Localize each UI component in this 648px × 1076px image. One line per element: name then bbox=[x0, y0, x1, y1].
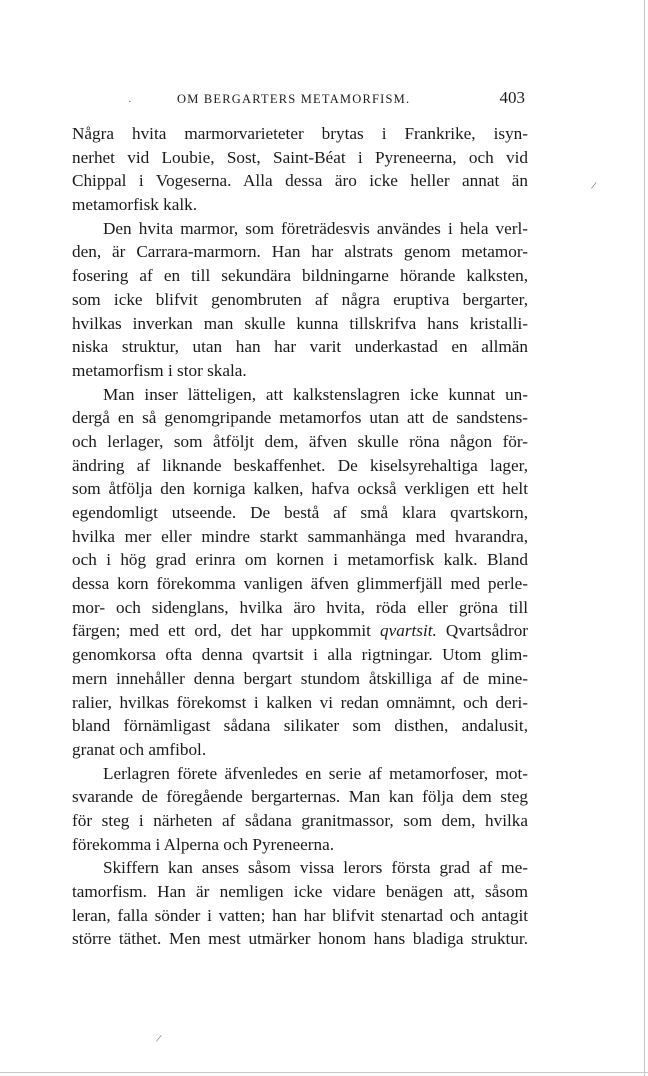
text-line: egendomligt utseende. De bestå af små klara qvartskorn, bbox=[72, 503, 528, 522]
text-line: hvilka mer eller mindre starkt sammanhänga med hvarandra, bbox=[72, 526, 528, 546]
text-line: Skiffern kan anses såsom vissa lerors första grad af me- bbox=[103, 858, 528, 878]
italic-term: qvartsit. bbox=[380, 621, 437, 641]
text-line: dessa korn förekomma vanligen äfven glimmerfjäll med perle- bbox=[72, 574, 528, 594]
text-line: nerhet vid Loubie, Sost, Saint-Béat i Pyreneerna, och vid bbox=[72, 147, 528, 167]
scan-edge-bottom bbox=[0, 1072, 648, 1073]
text-line: svarande de föregående bergarternas. Man kan följa dem steg bbox=[72, 787, 528, 807]
text-line: och lerlager, som åtföljt dem, äfven skulle röna någon för- bbox=[72, 431, 528, 451]
text-line: metamorfism i stor skala. bbox=[72, 360, 247, 380]
text-line: som åtfölja den korniga kalken, hafva också verkligen ett helt bbox=[72, 479, 528, 499]
text-line: förekomma i Alperna och Pyreneerna. bbox=[72, 834, 335, 854]
text-line: metamorfisk kalk. bbox=[72, 195, 198, 215]
text-line: Man inser lätteligen, att kalkstenslagren icke kunnat un- bbox=[103, 384, 528, 404]
text-line: dergå en så genomgripande metamorfos utan att de sandstens- bbox=[72, 408, 528, 428]
text-line: för steg i närheten af sådana granitmassor, som dem, hvilka bbox=[72, 810, 528, 830]
text-line: bland förnämligast sådana silikater som disthen, andalusit, bbox=[72, 716, 528, 736]
scan-speck: / bbox=[155, 1032, 163, 1046]
text-line: ralier, hvilkas förekomst i kalken vi redan omnämnt, och deri- bbox=[72, 692, 528, 712]
text-line: mor- och sidenglans, hvilka äro hvita, röda eller gröna till bbox=[72, 597, 528, 617]
page-number: 403 bbox=[499, 88, 525, 107]
text-line: genomkorsa ofta denna qvartsit i alla rigtningar. Utom glim- bbox=[72, 645, 528, 665]
text-segment: färgen; med ett ord, det har uppkommit bbox=[72, 621, 371, 641]
text-line: niska struktur, utan han har varit underkastad en allmän bbox=[72, 337, 528, 357]
text-line: Chippal i Vogeserna. Alla dessa äro icke heller annat än bbox=[72, 171, 528, 191]
text-line: och i hög grad erinra om kornen i metamorfisk kalk. Bland bbox=[72, 550, 528, 570]
text-line: Några hvita marmorvarieteter brytas i Frankrike, isyn- bbox=[72, 124, 528, 143]
running-title: OM BERGARTERS METAMORFISM. bbox=[177, 92, 411, 106]
text-line: hvilkas inverkan man skulle kunna tillskrifva hans kristalli- bbox=[72, 313, 528, 333]
scan-speck: · bbox=[128, 96, 132, 108]
text-line: mern innehåller denna bergart stundom åtskilliga af de mine- bbox=[72, 668, 528, 688]
text-line: tamorfism. Han är nemligen icke vidare benägen att, såsom bbox=[72, 882, 528, 901]
text-line: som icke blifvit genombruten af några eruptiva bergarter, bbox=[72, 289, 528, 309]
text-line: leran, falla sönder i vatten; han har blifvit stenartad och antagit bbox=[72, 905, 528, 925]
text-line: granat och amfibol. bbox=[72, 739, 207, 759]
body-text bbox=[72, 122, 528, 951]
text-line: fosering af en till sekundära bildningarne hörande kalksten, bbox=[72, 266, 528, 286]
text-line: ändring af liknande beskaffenhet. De kiselsyrehaltiga lager, bbox=[72, 455, 528, 475]
text-segment: Qvartsådror bbox=[445, 621, 529, 641]
text-line: den, är Carrara-marmorn. Han har alstrats genom metamor- bbox=[72, 242, 528, 262]
scan-edge-right bbox=[644, 0, 645, 1076]
text-line: större täthet. Men mest utmärker honom hans bladiga struktur. bbox=[72, 929, 528, 949]
text-line: Den hvita marmor, som företrädesvis användes i hela verl- bbox=[103, 218, 528, 238]
text-line-mixed bbox=[72, 619, 528, 643]
text-line: Lerlagren förete äfvenledes en serie af metamorfoser, mot- bbox=[103, 763, 528, 783]
scan-speck: / bbox=[590, 179, 598, 193]
